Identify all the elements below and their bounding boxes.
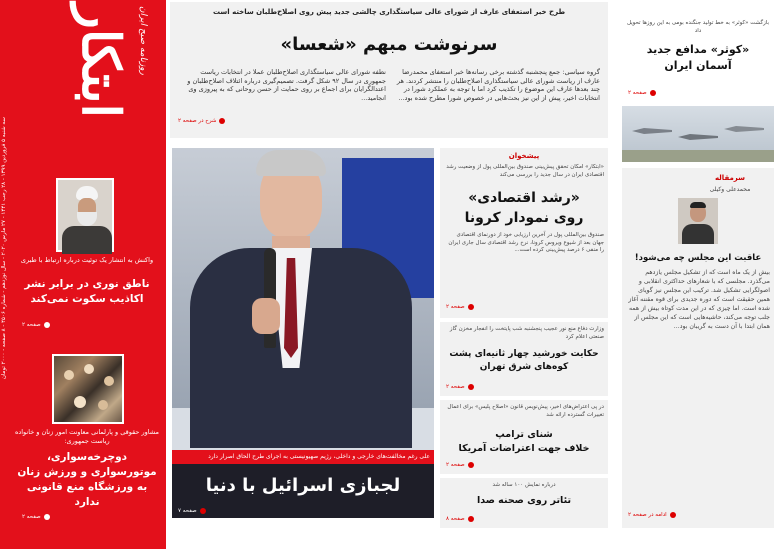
editorial-headline[interactable]: عاقبت این مجلس چه می‌شود! xyxy=(634,253,762,263)
mid-box-1-headline-1[interactable]: «رشد اقتصادی» xyxy=(468,190,580,206)
hair xyxy=(256,150,326,176)
page-dot-icon xyxy=(468,516,474,522)
crowd-photo xyxy=(52,354,124,424)
hand xyxy=(252,298,280,334)
jets-photo xyxy=(622,106,774,162)
mid-box-4: درباره نمایش ۱۰۰ ساله شد تئاتر روی صحنه صدا صفحه ۸ xyxy=(440,478,608,528)
masthead-tagline: روزنامه صبح ایران xyxy=(138,6,148,75)
mid-box-4-headline[interactable]: تئاتر روی صحنه صدا xyxy=(476,495,572,506)
mid-box-3-page[interactable]: صفحه ۲ xyxy=(446,462,474,468)
left-box-1-page[interactable]: صفحه ۲ xyxy=(22,322,50,328)
main-caption-bar: علی رغم مخالفت‌های خارجی و داخلی، رژیم صهیونیستی به اجرای طرح الحاق اصرار دارد xyxy=(172,450,434,464)
page-dot-icon xyxy=(468,462,474,468)
left-box-1: واکنش به انتشار یک توئیت درباره ارتباط با طبری ناطق نوری در برابر نشر اکاذیب سکوت نمی‌کند صفحه ۲ xyxy=(14,174,160,344)
mid-box-1-headline-2[interactable]: روی نمودار کرونا xyxy=(464,210,584,226)
editorial-column: سرمقاله محمدعلی وکیلی عاقبت این مجلس چه می‌شود! بیش از یک ماه است که از تشکیل مجلس یازدهم می‌گذرد. مجلسی که با شعارهای حداکثری انقلابی و اصولگرایی تشکیل شد. ترکیب این مجلس نیز گویای همین حقیقت است که دوره جدیدی برای قوه مقننه آغاز شده است. اما چیزی که در این مدت کوتاه بیش از همه جلب توجه می‌کند، حاشیه‌هایی است که این مجلس از همان ابتدا با آن دست به گریبان بود... ادامه در صفحه ۲ xyxy=(622,168,774,528)
main-page[interactable]: صفحه ۷ xyxy=(178,508,206,514)
mid-box-1: پیشخوان «ابتکار» امکان تحقق پیش‌بینی صندوق بین‌المللی پول از وضعیت رشد اقتصادی ایران در سال جدید را بررسی می‌کند «رشد اقتصادی» روی نمودار کرونا صندوق بین‌المللی پول در آخرین ارزیابی خود از دورنمای اقتصادی جهان بعد از شیوع ویروس کرونا، نرخ رشد اقتصادی سال جاری ایران را منفی ۶ درصد پیش‌بینی کرده است... صفحه ۲ xyxy=(440,148,608,318)
jet-1 xyxy=(632,126,672,136)
page-dot-icon xyxy=(200,508,206,514)
author-photo xyxy=(678,198,718,244)
mid-box-2: وزارت دفاع منع نور عجیب پنجشنبه شب پایتخت را انفجار مخزن گاز صنعتی اعلام کرد حکایت خورشید چهار ثانیه‌ای پشت کوه‌های شرق تهران صفحه ۲ xyxy=(440,322,608,396)
page-dot-icon xyxy=(670,512,676,518)
page-dot-icon xyxy=(650,90,656,96)
right-top-headline[interactable]: «کوثر» مدافع جدید آسمان ایران xyxy=(646,43,750,72)
portrait-photo-1 xyxy=(56,178,114,252)
left-box-2-page[interactable]: صفحه ۲ xyxy=(22,514,50,520)
ground xyxy=(622,150,774,162)
top-story-page[interactable]: شرح در صفحه ۲ xyxy=(178,118,225,124)
masthead-dateline: سه شنبه ۵ فروردین ۱۳۹۹ - ۲۸ رجب ۱۴۴۱ - ۲۷ مارس ۲۰۲۰ - سال نوزدهم - شماره ۴۵۰۶ - ۸ صفحه - ۲۰۰۰ تومان xyxy=(1,117,7,380)
mid-box-2-headline[interactable]: حکایت خورشید چهار ثانیه‌ای پشت کوه‌های شرق تهران xyxy=(449,349,599,372)
page-dot-icon xyxy=(44,322,50,328)
mid-box-1-page[interactable]: صفحه ۲ xyxy=(446,304,474,310)
top-story: طرح خبر استعفای عارف از شورای عالی سیاستگذاری چالشی جدید پیش روی اصلاح‌طلبان ساخته است سرنوشت مبهم «شعسا» گروه سیاسی: جمع پنجشنبه گذشته برخی رسانه‌ها خبر استعفای محمدرضا عارف از ریاست شورای عالی سیاستگذاری اصلاح‌طلبان را منتشر کردند. هر چند بعدها عارف این موضوع را تکذیب کرد اما با توجه به عملکرد شورا در انتخابات اخیر، پیش از این نیز بحث‌هایی در خصوص شورا مطرح شده بود... نطفه شورای عالی سیاستگذاری اصلاح‌طلبان عملا در انتخابات ریاست جمهوری در سال ۹۲ شکل گرفت. تصمیم‌گیری درباره ائتلاف اصلاح‌طلبان و اعتدالگرایان برای اجماع بر روی حمایت از حسن روحانی که به پیروزی وی انجامید... شرح در صفحه ۲ xyxy=(170,2,608,138)
main-headline-bar xyxy=(172,464,434,518)
editorial-page[interactable]: ادامه در صفحه ۲ xyxy=(628,512,676,518)
mid-box-3-headline-2[interactable]: خلاف جهت اعتراضات آمریکا xyxy=(458,443,590,454)
top-headline[interactable]: سرنوشت مبهم «شعسا» xyxy=(280,34,498,55)
page-dot-icon xyxy=(468,304,474,310)
jet-2 xyxy=(678,132,718,142)
main-photo xyxy=(172,148,434,518)
right-top-box: بازگشت «کوثر» به خط تولید جنگنده بومی به این روزها تحویل داد «کوثر» مدافع جدید آسمان ایران صفحه ۲ xyxy=(622,2,774,162)
right-top-page[interactable]: صفحه ۲ xyxy=(628,90,656,96)
mid-box-2-page[interactable]: صفحه ۲ xyxy=(446,384,474,390)
mid-box-4-page[interactable]: صفحه ۸ xyxy=(446,516,474,522)
page-dot-icon xyxy=(468,384,474,390)
page-dot-icon xyxy=(219,118,225,124)
left-box-2: مشاور حقوقی و پارلمانی معاونت امور زنان و خانواده ریاست جمهوری: دوچرخه‌سواری، موتورسواری و ورزش‌ زنان به ورزشگاه منع قانونی ندارد صفحه ۲ xyxy=(14,350,160,540)
robe xyxy=(62,226,112,254)
jet-3 xyxy=(724,124,764,134)
main-headline[interactable]: لجبازی اسرائیل با دنیا xyxy=(205,475,401,496)
page-dot-icon xyxy=(44,514,50,520)
mid-box-3-headline-1[interactable]: شنای ترامپ xyxy=(495,429,553,440)
masthead-logo: ابتکار xyxy=(70,3,131,118)
mid-box-3: در پی اعتراض‌های اخیر، پیش‌نویس قانون «اصلاح پلیس» برای اعمال تغییرات گسترده ارائه شد شنای ترامپ خلاف جهت اعتراضات آمریکا صفحه ۲ xyxy=(440,400,608,474)
beard xyxy=(77,212,97,226)
